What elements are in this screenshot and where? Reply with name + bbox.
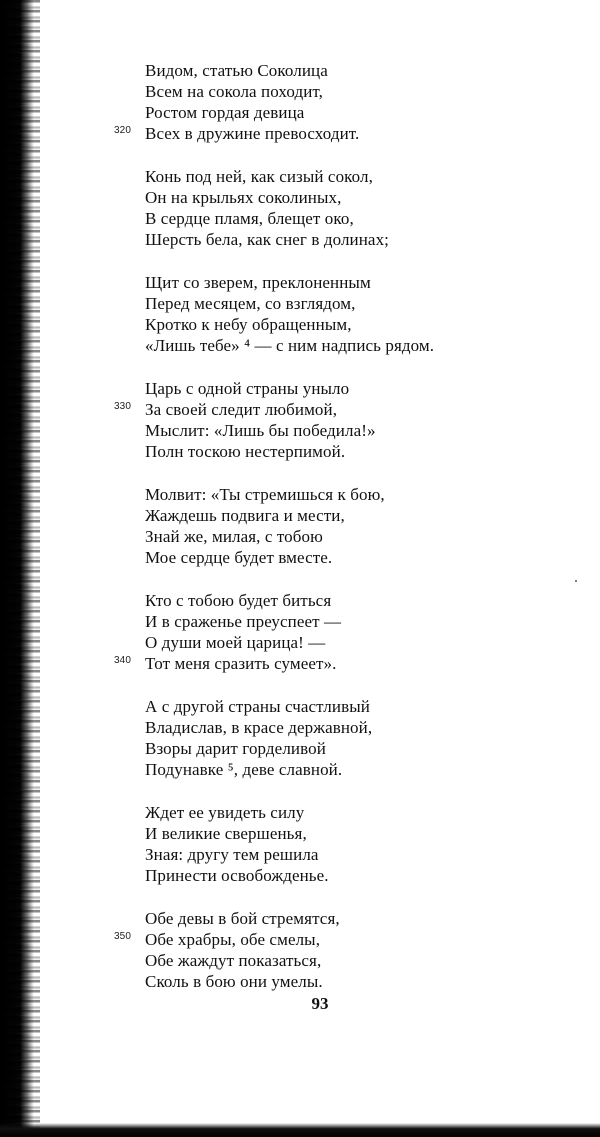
verse-text: Владислав, в красе державной, <box>145 718 373 737</box>
verse-text: Он на крыльях соколиных, <box>145 188 342 207</box>
verse-text: Конь под ней, как сизый сокол, <box>145 167 373 186</box>
verse-text: Щит со зверем, преклоненным <box>145 273 371 292</box>
stanza <box>114 590 585 674</box>
verse-text: Мое сердце будет вместе. <box>145 548 333 567</box>
verse-text: Шерсть бела, как снег в долинах; <box>145 230 389 249</box>
verse-text: В сердце пламя, блещет око, <box>145 209 354 228</box>
verse-text: Знай же, милая, с тобою <box>145 527 323 546</box>
verse-text: Всем на сокола походит, <box>145 82 324 101</box>
line-number: 330 <box>114 401 131 412</box>
verse-text: Всех в дружине превосходит. <box>145 124 360 143</box>
line-number: 350 <box>114 931 131 942</box>
stanza <box>145 272 585 356</box>
verse-line <box>145 166 585 187</box>
poem-text <box>114 60 585 1014</box>
verse-line <box>145 378 585 399</box>
verse-line <box>145 208 585 229</box>
verse-text: И в сраженье преуспеет — <box>145 612 342 631</box>
verse-text: Зная: другу тем решила <box>145 845 319 864</box>
verse-line <box>145 696 585 717</box>
verse-line <box>145 971 585 992</box>
verse-text: Перед месяцем, со взглядом, <box>145 294 356 313</box>
verse-line <box>145 187 585 208</box>
verse-line <box>145 547 585 568</box>
verse-text: Ждет ее увидеть силу <box>145 803 305 822</box>
verse-line <box>145 102 585 123</box>
stanza <box>145 484 585 568</box>
line-number: 320 <box>114 125 131 136</box>
verse-line <box>145 823 585 844</box>
verse-text: Принести освобожденье. <box>145 866 329 885</box>
verse-line <box>145 950 585 971</box>
verse-text: «Лишь тебе» ⁴ — с ним надпись рядом. <box>145 336 435 355</box>
verse-line <box>145 908 585 929</box>
verse-text: И великие свершенья, <box>145 824 307 843</box>
verse-line <box>145 314 585 335</box>
verse-line <box>145 272 585 293</box>
stanza <box>145 166 585 250</box>
verse-line <box>145 81 585 102</box>
verse-text: Ростом гордая девица <box>145 103 305 122</box>
verse-line <box>145 844 585 865</box>
verse-text: Тот меня сразить сумеет». <box>145 654 337 673</box>
stanza <box>114 908 585 992</box>
verse-text: Молвит: «Ты стремишься к бою, <box>145 485 385 504</box>
verse-line <box>145 420 585 441</box>
verse-line <box>145 632 585 653</box>
scanned-bottom-edge <box>0 1123 600 1137</box>
stanza <box>114 378 585 462</box>
verse-line <box>114 123 585 144</box>
verse-line <box>145 865 585 886</box>
stanza <box>114 60 585 144</box>
verse-text: А с другой страны счастливый <box>145 697 370 716</box>
stanza <box>145 696 585 780</box>
verse-text: Взоры дарит горделивой <box>145 739 326 758</box>
page-number: 93 <box>311 994 329 1013</box>
verse-text: Мыслит: «Лишь бы победила!» <box>145 421 376 440</box>
verse-text: Полн тоскою нестерпимой. <box>145 442 346 461</box>
verse-line <box>145 526 585 547</box>
verse-line <box>145 229 585 250</box>
verse-text: Жаждешь подвига и мести, <box>145 506 345 525</box>
stanza <box>145 802 585 886</box>
verse-text: О души моей царица! — <box>145 633 326 652</box>
verse-text: Видом, статью Соколица <box>145 61 328 80</box>
verse-text: Сколь в бою они умелы. <box>145 972 323 991</box>
verse-text: Обе жаждут показаться, <box>145 951 322 970</box>
verse-text: За своей следит любимой, <box>145 400 338 419</box>
verse-text: Обе храбры, обе смелы, <box>145 930 321 949</box>
verse-line <box>145 611 585 632</box>
verse-text: Обе девы в бой стремятся, <box>145 909 340 928</box>
verse-line <box>145 802 585 823</box>
verse-line <box>145 60 585 81</box>
verse-text: Подунавке ⁵, деве славной. <box>145 760 343 779</box>
binding-speckle <box>18 0 40 1137</box>
verse-line <box>145 759 585 780</box>
verse-line <box>145 484 585 505</box>
verse-line <box>145 590 585 611</box>
verse-line <box>145 441 585 462</box>
verse-text: Кротко к небу обращенным, <box>145 315 352 334</box>
verse-line <box>114 653 585 674</box>
verse-text: Кто с тобою будет биться <box>145 591 332 610</box>
verse-line <box>145 293 585 314</box>
verse-line <box>145 738 585 759</box>
verse-text: Царь с одной страны уныло <box>145 379 350 398</box>
verse-line <box>145 717 585 738</box>
verse-line <box>114 399 585 420</box>
line-number: 340 <box>114 655 131 666</box>
verse-line <box>145 505 585 526</box>
verse-line <box>114 929 585 950</box>
verse-line <box>145 335 585 356</box>
